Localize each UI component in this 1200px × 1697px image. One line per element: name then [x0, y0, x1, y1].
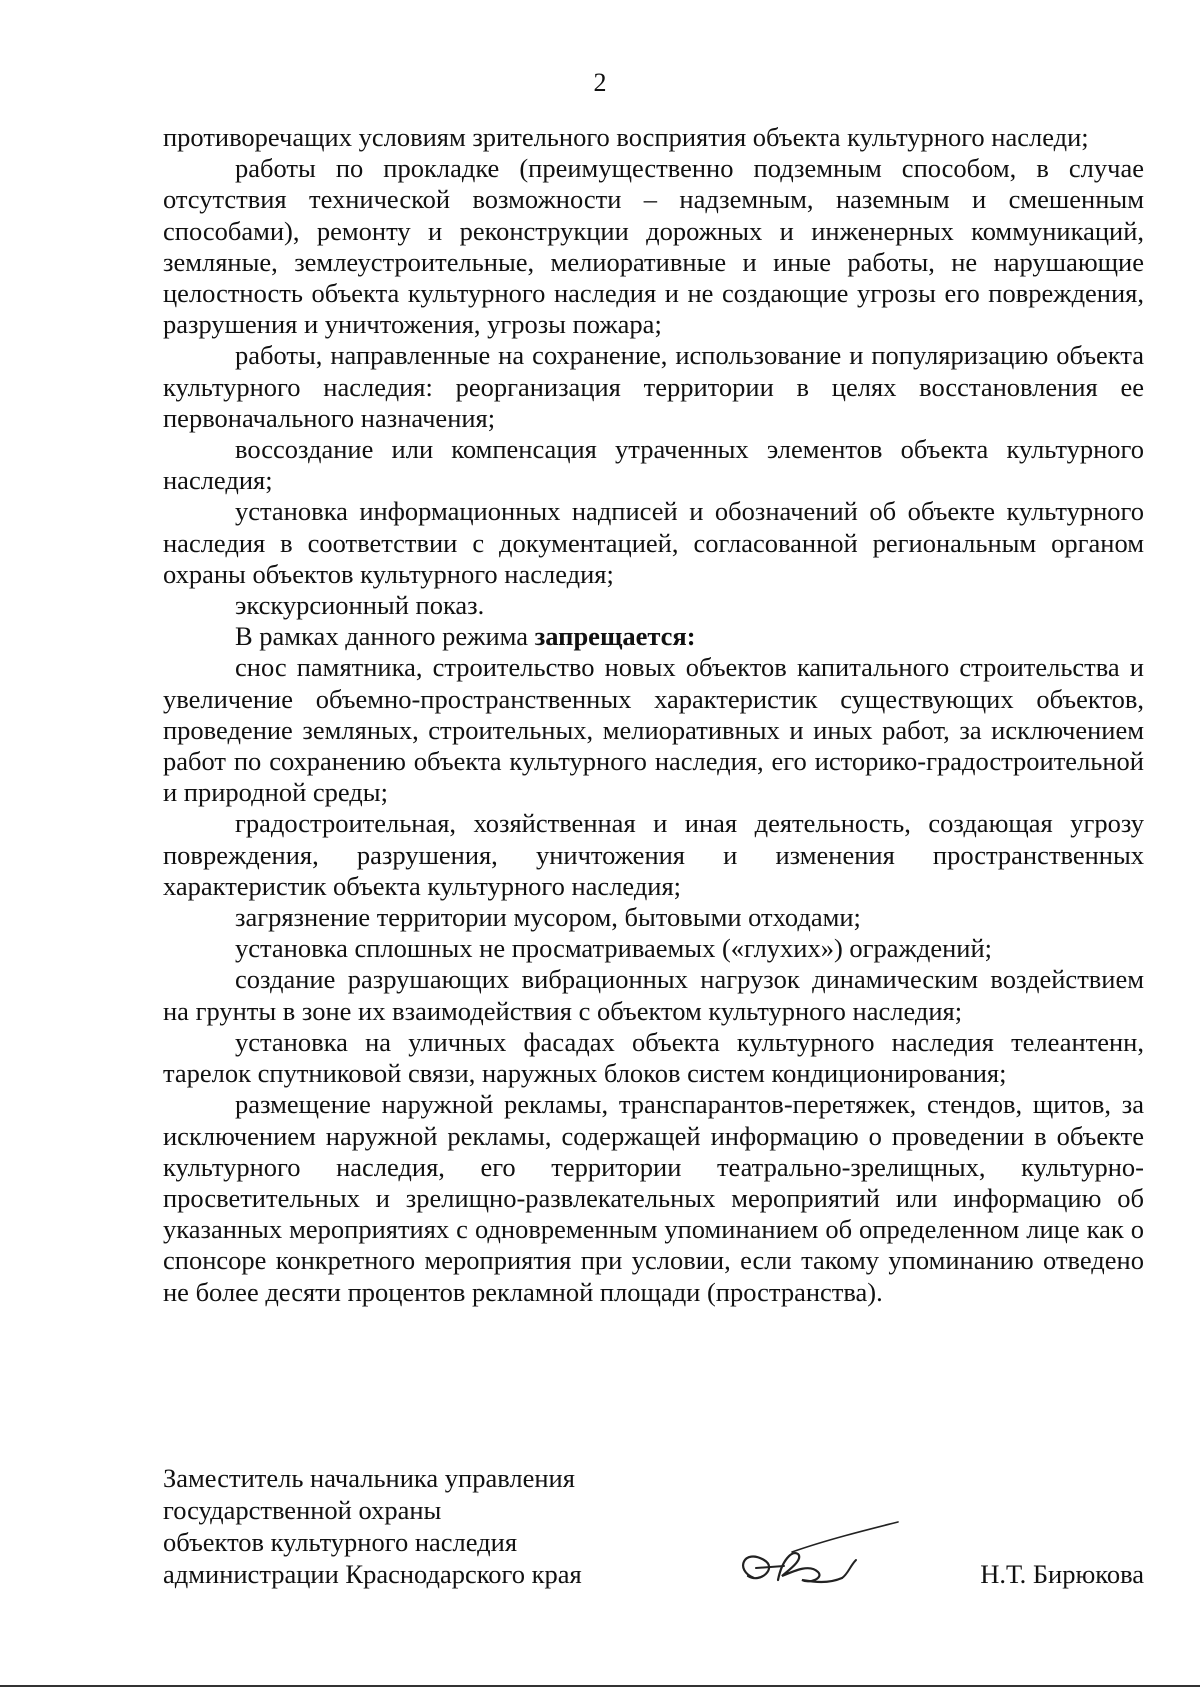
page-number: 2: [593, 68, 607, 97]
paragraph-continuation: противоречащих условиям зрительного восприятия объекта культурного наследи;: [163, 122, 1089, 152]
paragraph-prohibited-heading: [163, 621, 1144, 652]
paragraph-allowed-excursions: экскурсионный показ.: [235, 590, 485, 621]
paragraph-prohibited-pollution: загрязнение территории мусором, бытовыми отходами;: [235, 902, 861, 933]
signer-position-line: государственной охраны: [163, 1495, 442, 1525]
handwritten-signature-icon: [726, 1520, 906, 1600]
paragraph-allowed-reconstruction: воссоздание или компенсация утраченных элементов объекта культурного наследия;: [163, 434, 1144, 496]
signer-position-line: объектов культурного наследия: [163, 1527, 518, 1557]
signature-block: [163, 1462, 1144, 1632]
signer-position-line: Заместитель начальника управления: [163, 1463, 575, 1493]
paragraph-prohibited-activity: градостроительная, хозяйственная и иная деятельность, создающая угрозу повреждения, разрушения, уничтожения и изменения пространственных характеристик объекта культурного наследия;: [163, 808, 1144, 901]
prohibited-heading-keyword: запрещается:: [534, 621, 696, 652]
prohibited-heading-prefix: В рамках данного режима: [235, 621, 535, 652]
paragraph-prohibited-advertising: размещение наружной рекламы, транспарантов-перетяжек, стендов, щитов, за исключением наружной рекламы, содержащей информацию о проведении в объекте культурного наследия, его территории театрально-зрелищных, культурно-просветительных и зрелищно-развлекательных мероприятий или информацию об указанных мероприятиях с одновременным упоминанием об определенном лице как о спонсоре конкретного мероприятия при условии, если такому упоминанию отведено не более десяти процентов рекламной площади (пространства).: [163, 1089, 1144, 1307]
signer-position-line: администрации Краснодарского края: [163, 1559, 582, 1589]
paragraph-prohibited-fences: установка сплошных не просматриваемых («глухих») ограждений;: [235, 933, 993, 964]
page-bottom-rule: [0, 1685, 1200, 1687]
paragraph-allowed-signage: установка информационных надписей и обозначений об объекте культурного наследия в соответствии с документацией, согласованной региональным органом охраны объектов культурного наследия;: [163, 496, 1144, 589]
signer-position: [163, 1462, 582, 1590]
document-body: [163, 122, 1144, 1308]
paragraph-allowed-preservation-works: работы, направленные на сохранение, использование и популяризацию объекта культурного наследия: реорганизация территории в целях восстановления ее первоначального назначения;: [163, 340, 1144, 433]
paragraph-prohibited-vibration: создание разрушающих вибрационных нагрузок динамическим воздействием на грунты в зоне их взаимодействия с объектом культурного наследия;: [163, 964, 1144, 1026]
paragraph-allowed-utility-works: работы по прокладке (преимущественно подземным способом, в случае отсутствия технической возможности – надземным, наземным и смешенным способами), ремонту и реконструкции дорожных и инженерных коммуникаций, земляные, землеустроительные, мелиоративные и иные работы, не нарушающие целостность объекта культурного наследия и не создающие угрозы его повреждения, разрушения и уничтожения, угрозы пожара;: [163, 153, 1144, 340]
signer-name: Н.Т. Бирюкова: [980, 1559, 1144, 1589]
paragraph-prohibited-demolition: снос памятника, строительство новых объектов капитального строительства и увеличение объемно-пространственных характеристик существующих объектов, проведение земляных, строительных, мелиоративных и иных работ, за исключением работ по сохранению объекта культурного наследия, его историко-градостроительной и природной среды;: [163, 652, 1144, 808]
paragraph-prohibited-antennas: установка на уличных фасадах объекта культурного наследия телеантенн, тарелок спутниковой связи, наружных блоков систем кондиционирования;: [163, 1026, 1144, 1089]
